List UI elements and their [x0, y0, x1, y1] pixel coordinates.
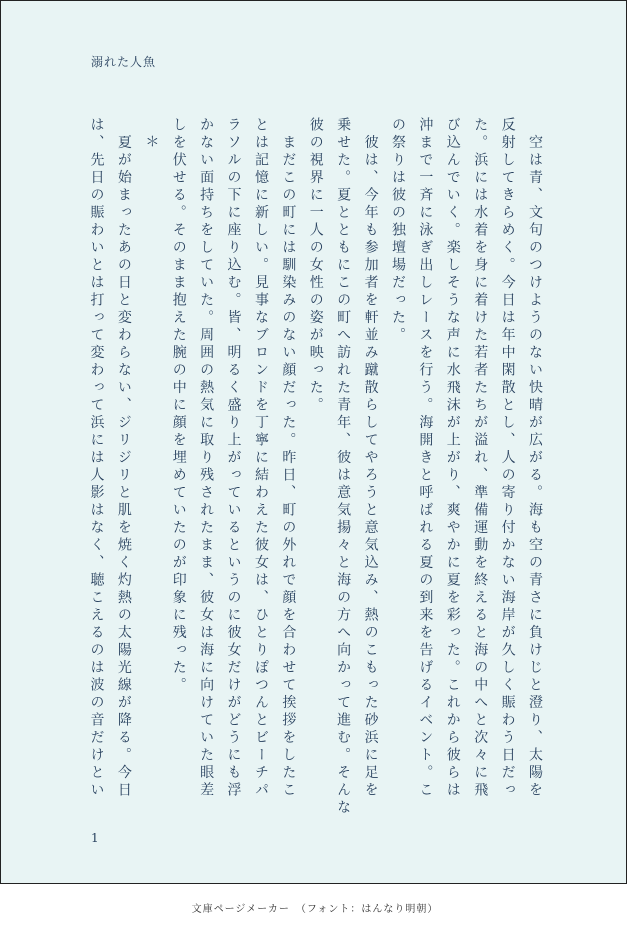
text-column: の祭りは彼の独壇場だった。: [389, 117, 406, 345]
text-column: は、先日の賑わいとは打って変わって浜には人影はなく、聴こえるのは波の音だけとい: [88, 117, 105, 800]
footer-caption: 文庫ページメーカー （フォント：はんなり明朝）: [191, 904, 439, 915]
text-column: 沖まで一斉に泳ぎ出しレースを行う。海開きと呼ばれる夏の到来を告げるイベント。こ: [417, 117, 434, 800]
text-column: しを伏せる。そのまま抱えた腕の中に顔を埋めていたのが印象に残った。: [170, 117, 187, 695]
text-column: び込んでいく。楽しそうな声に水飛沫が上がり、爽やかに夏を彩った。これから彼らは: [444, 117, 461, 800]
text-column: 乗せた。夏とともにこの町へ訪れた青年、彼は意気揚々と海の方へ向かって進む。そんな: [335, 117, 352, 817]
text-column: た。浜には水着を身に着けた若者たちが溢れ、準備運動を終えると海の中へと次々に飛: [472, 117, 489, 800]
text-column: 彼の視界に一人の女性の姿が映った。: [307, 117, 324, 415]
text-column: 夏が始まったあの日と変わらない、ジリジリと肌を焼く灼熱の太陽光線が降る。今日: [115, 117, 132, 800]
text-column: かない面持ちをしていた。周囲の熱気に取り残されたまま、彼女は海に向けていた眼差: [198, 117, 215, 800]
text-column: 彼は、今年も参加者を軒並み蹴散らしてやろうと意気込み、熱のこもった砂浜に足を: [362, 117, 379, 800]
text-column: とは記憶に新しい。見事なブロンドを丁寧に結わえた彼女は、ひとりぽつんとビーチパ: [252, 117, 269, 800]
text-column: まだこの町には馴染みのない顔だった。昨日、町の外れで顔を合わせて挨拶をしたこ: [280, 117, 297, 800]
text-column: 空は青、文句のつけようのない快晴が広がる。海も空の青さに負けじと澄り、太陽を: [527, 117, 543, 800]
text-column: ラソルの下に座り込む。皆、明るく盛り上がっているというのに彼女だけがどうにも浮: [225, 117, 242, 800]
vertical-body-text: [82, 117, 548, 817]
document-title: 溺れた人魚: [91, 55, 157, 69]
text-column: 反射してきらめく。今日は年中閑散とし、人の寄り付かない海岸が久しく賑わう日だっ: [499, 117, 516, 800]
page-number: 1: [91, 831, 99, 845]
text-column: ＊: [143, 117, 160, 152]
